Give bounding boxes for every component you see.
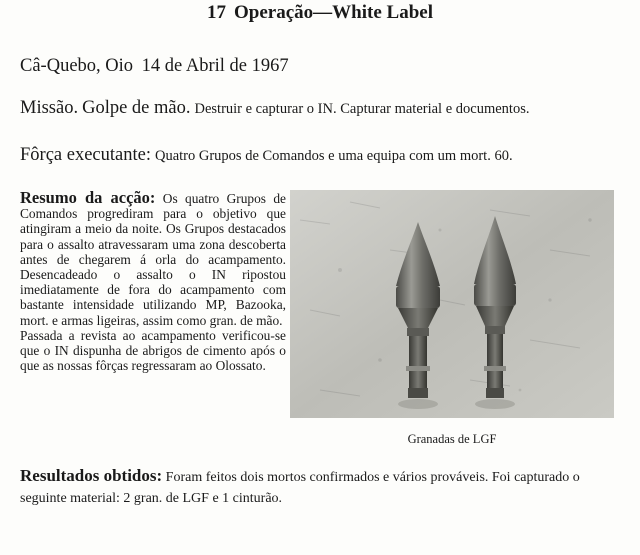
- summary-paragraph-2: Passada a revista ao acampamento verificou-se que o IN dispunha de abrigos de cimento após o que as nossas fôrças regressaram ao Olossato.: [20, 327, 286, 374]
- mission-label: Missão.: [20, 98, 79, 118]
- summary-heading: Resumo da acção:: [20, 188, 156, 207]
- force-value: Quatro Grupos de Comandos e uma equipa com um mort. 60.: [154, 148, 513, 164]
- summary-section: [20, 190, 286, 373]
- photo-caption: Granadas de LGF: [407, 432, 497, 446]
- force-label: Fôrça executante:: [20, 145, 151, 165]
- grenades-photo: [290, 190, 614, 418]
- force-line: [20, 145, 513, 166]
- mission-line: [20, 98, 529, 119]
- grenades-illustration: [290, 190, 614, 418]
- location-text: Câ-Quebo, Oio: [20, 56, 134, 76]
- date-text: 14 de Abril de 1967: [141, 56, 289, 76]
- results-heading: Resultados obtidos:: [20, 466, 163, 485]
- results-section: [20, 465, 628, 509]
- operation-name: Operação—White Label: [234, 2, 433, 23]
- document-title: [0, 2, 640, 24]
- mission-value: Golpe de mão.: [82, 98, 191, 118]
- results-text: Foram feitos dois mortos confirmados e vários prováveis. Foi capturado o seguinte material: 2 gran. de LGF e 1 cinturão.: [20, 470, 580, 506]
- location-date-line: [20, 56, 289, 77]
- mission-detail: Destruir e capturar o IN. Capturar material e documentos.: [194, 101, 530, 117]
- summary-paragraph-1: [20, 190, 286, 328]
- operation-number: 17: [207, 2, 227, 23]
- summary-text-1: Os quatro Grupos de Comandos progrediram para o objetivo que atingiram a meio da noite. Os Grupos destacados para o assalto atravessaram uma zona descoberta antes de chegarem á orla do acampamento. Desencadeado o assalto o IN ripostou imediatamente de fora do acampamento com bastante intensidade utilizando MP, Bazooka, mort. e armas ligeiras, assim como gran. de mão.: [20, 191, 286, 328]
